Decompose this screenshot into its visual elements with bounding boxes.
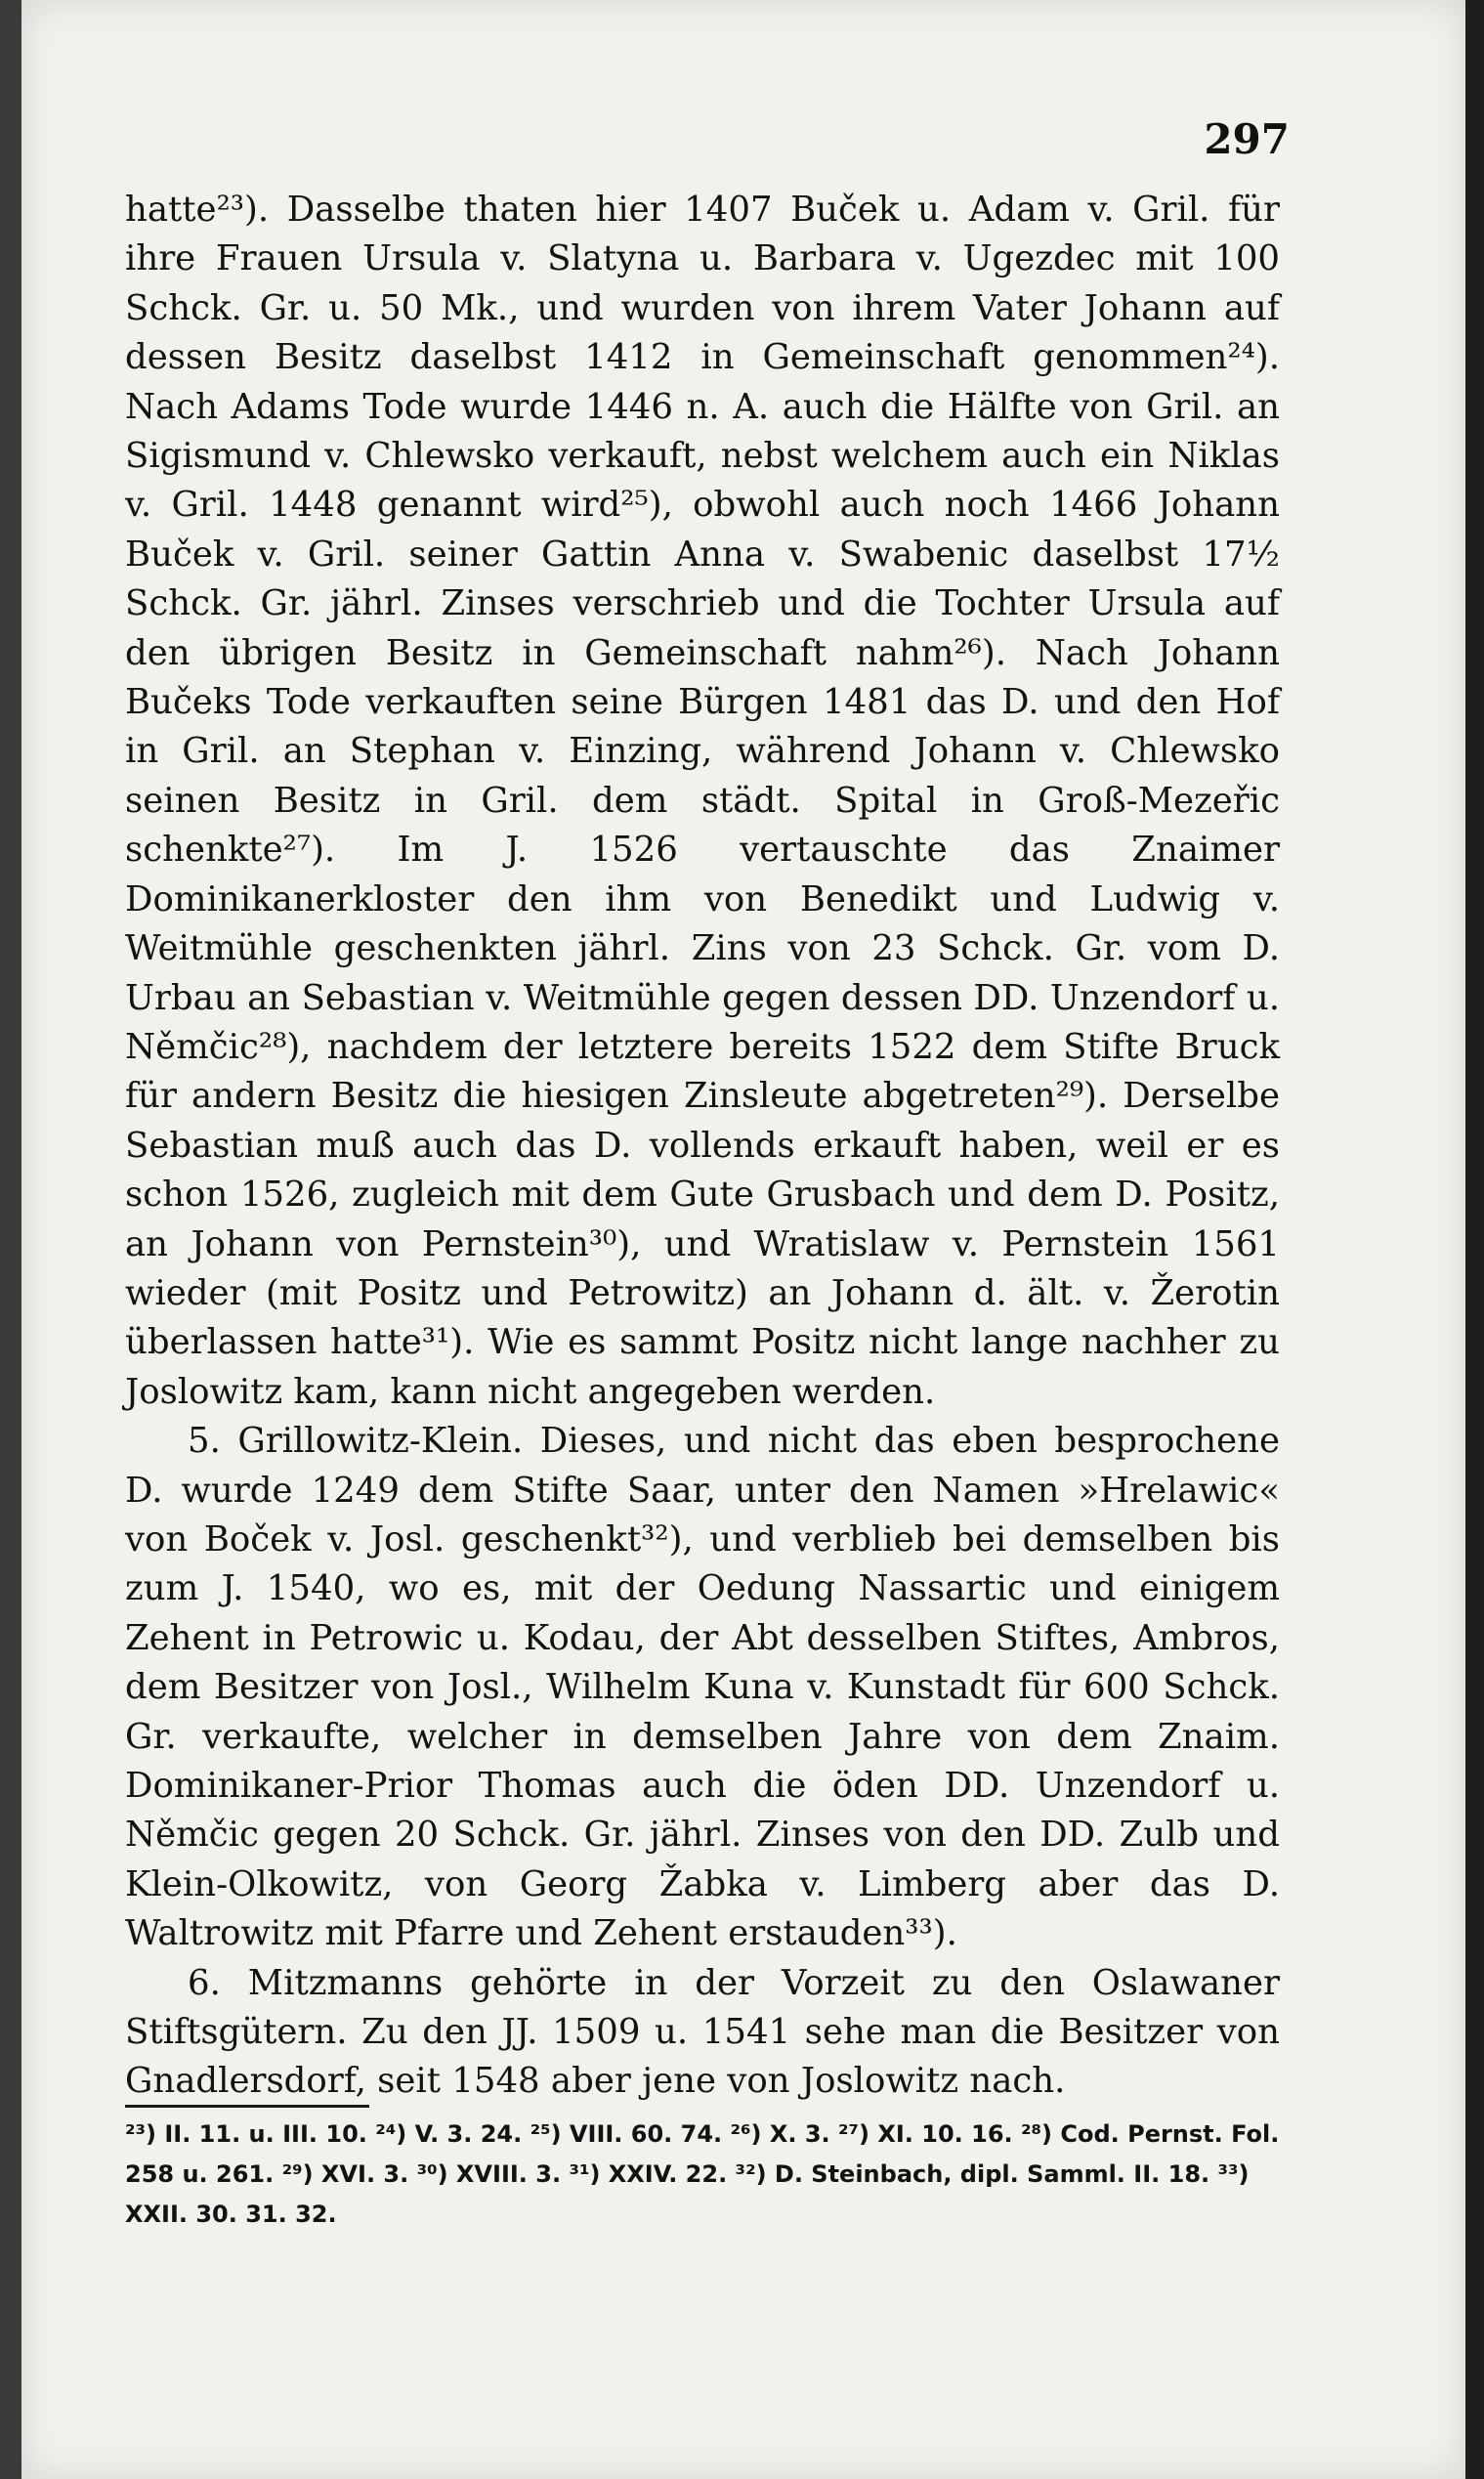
paragraph-continuation: hatte²³). Dasselbe thaten hier 1407 Buček u. Adam v. Gril. für ihre Frauen Ursula v. Slatyna u. Barbara v. Ugezdec mit 100 Schck. Gr. u. 50 Mk., und wurden von ihrem Vater Johann auf dessen Besitz daselbst 1412 in Gemeinschaft genommen²⁴). Nach Adams Tode wurde 1446 n. A. auch die Hälfte von Gril. an Sigismund v. Chlewsko verkauft, nebst welchem auch ein Niklas v. Gril. 1448 genannt wird²⁵), obwohl auch noch 1466 Johann Buček v. Gril. seiner Gattin Anna v. Swabenic daselbst 17½ Schck. Gr. jährl. Zinses verschrieb und die Tochter Ursula auf den übrigen Besitz in Gemeinschaft nahm²⁶). Nach Johann Bučeks Tode verkauften seine Bürgen 1481 das D. und den Hof in Gril. an Stephan v. Einzing, während Johann v. Chlewsko seinen Besitz in Gril. dem städt. Spital in Groß-Mezeřic schenkte²⁷). Im J. 1526 vertauschte das Znaimer Dominikanerkloster den ihm von Benedikt und Ludwig v. Weitmühle geschenkten jährl. Zins von 23 Schck. Gr. vom D. Urbau an Sebastian v. Weitmühle gegen dessen DD. Unzendorf u. Němčic²⁸), nachdem der letztere bereits 1522 dem Stifte Bruck für andern Besitz die hiesigen Zinsleute abgetreten²⁹). Derselbe Sebastian muß auch das D. vollends erkauft haben, weil er es schon 1526, zugleich mit dem Gute Grusbach und dem D. Positz, an Johann von Pernstein³⁰), und Wratislaw v. Pernstein 1561 wieder (mit Positz und Petrowitz) an Johann d. ält. v. Žerotin überlassen hatte³¹). Wie es sammt Positz nicht lange nachher zu Joslowitz kam, kann nicht angegeben werden.	[125, 190, 1280, 1412]
body-text	[125, 186, 1280, 2107]
page-number: 297	[1204, 115, 1290, 163]
scan-right-edge	[1465, 0, 1484, 2479]
paragraph-mitzmanns: 6. Mitzmanns gehörte in der Vorzeit zu den Oslawaner Stiftsgütern. Zu den JJ. 1509 u. 1541 sehe man die Besitzer von Gnadlersdorf, seit 1548 aber jene von Joslowitz nach.	[125, 1962, 1280, 2102]
scan-left-edge	[0, 0, 21, 2479]
footnotes: ²³) II. 11. u. III. 10. ²⁴) V. 3. 24. ²⁵) VIII. 60. 74. ²⁶) X. 3. ²⁷) XI. 10. 16. ²⁸) Cod. Pernst. Fol. 258 u. 261. ²⁹) XVI. 3. ³⁰) XVIII. 3. ³¹) XXIV. 22. ³²) D. Steinbach, dipl. Samml. II. 18. ³³) XXII. 30. 31. 32.	[125, 2120, 1280, 2228]
footnote-divider	[125, 2105, 369, 2108]
paragraph-grillowitz-klein: 5. Grillowitz-Klein. Dieses, und nicht das eben besprochene D. wurde 1249 dem Stifte Saar, unter den Namen »Hrelawic« von Boček v. Josl. geschenkt³²), und verblieb bei demselben bis zum J. 1540, wo es, mit der Oedung Nassartic und einigem Zehent in Petrowic u. Kodau, der Abt desselben Stiftes, Ambros, dem Besitzer von Josl., Wilhelm Kuna v. Kunstadt für 600 Schck. Gr. verkaufte, welcher in demselben Jahre von dem Znaim. Dominikaner-Prior Thomas auch die öden DD. Unzendorf u. Němčic gegen 20 Schck. Gr. jährl. Zinses von den DD. Zulb und Klein-Olkowitz, von Georg Žabka v. Limberg aber das D. Waltrowitz mit Pfarre und Zehent erstauden³³).	[125, 1421, 1280, 1954]
